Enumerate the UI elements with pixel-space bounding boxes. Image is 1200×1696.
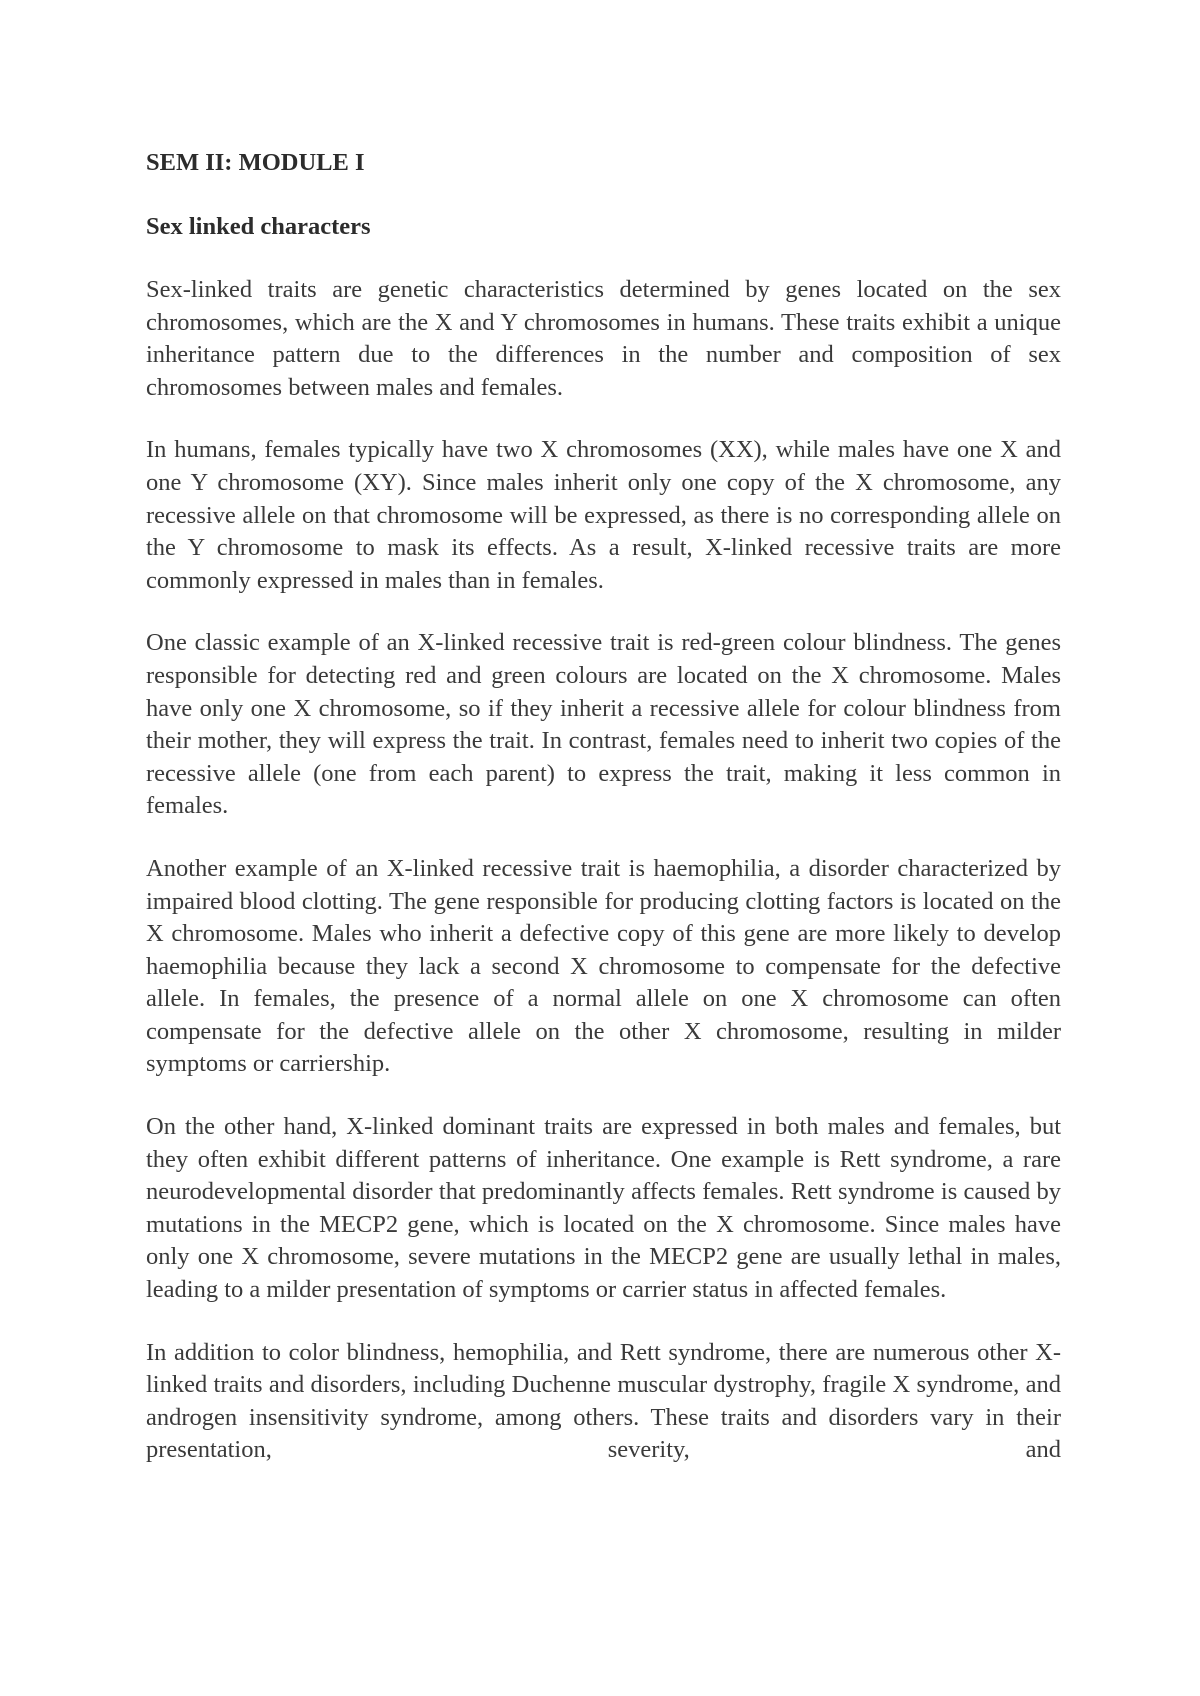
paragraph-other-x-linked-traits: In addition to color blindness, hemophilia, and Rett syndrome, there are numerous other X-linked traits and disorders, including Duchenne muscular dystrophy, fragile X syndrome, and androgen insensitivity syndrome, among others. These traits and disorders vary in their presentation, severity, and bbox=[146, 1338, 1061, 1464]
paragraph-x-linked-dominant: On the other hand, X-linked dominant traits are expressed in both males and females, but they often exhibit different patterns of inheritance. One example is Rett syndrome, a rare neurodevelopmental disorder that predominantly affects females. Rett syndrome is caused by mutations in the MECP2 gene, which is located on the X chromosome. Since males have only one X chromosome, severe mutations in the MECP2 gene are usually lethal in males, leading to a milder presentation of symptoms or carrier status in affected females. bbox=[146, 1113, 1061, 1304]
paragraph-haemophilia: Another example of an X-linked recessive trait is haemophilia, a disorder characterized by impaired blood clotting. The gene responsible for producing clotting factors is located on the X chromosome. Males who inherit a defective copy of this gene are more likely to develop haemophilia because they lack a second X chromosome to compensate for the defective allele. In females, the presence of a normal allele on one X chromosome can often compensate for the defective allele on the other X chromosome, resulting in milder symptoms or carriership. bbox=[146, 854, 1061, 1078]
paragraph-human-chromosomes: In humans, females typically have two X chromosomes (XX), while males have one X and one Y chromosome (XY). Since males inherit only one copy of the X chromosome, any recessive allele on that chromosome will be expressed, as there is no corresponding allele on the Y chromosome to mask its effects. As a result, X-linked recessive traits are more commonly expressed in males than in females. bbox=[146, 436, 1061, 594]
module-title: SEM II: MODULE I bbox=[146, 149, 365, 176]
paragraph-sex-linked-intro: Sex-linked traits are genetic characteristics determined by genes located on the sex chromosomes, which are the X and Y chromosomes in humans. These traits exhibit a unique inheritance pattern due to the differences in the number and composition of sex chromosomes between males and females. bbox=[146, 276, 1061, 401]
section-heading: Sex linked characters bbox=[146, 213, 371, 240]
paragraph-colour-blindness: One classic example of an X-linked recessive trait is red-green colour blindness. The genes responsible for detecting red and green colours are located on the X chromosome. Males have only one X chromosome, so if they inherit a recessive allele for colour blindness from their mother, they will express the trait. In contrast, females need to inherit two copies of the recessive allele (one from each parent) to express the trait, making it less common in females. bbox=[146, 629, 1061, 820]
document-body bbox=[146, 146, 1061, 1467]
